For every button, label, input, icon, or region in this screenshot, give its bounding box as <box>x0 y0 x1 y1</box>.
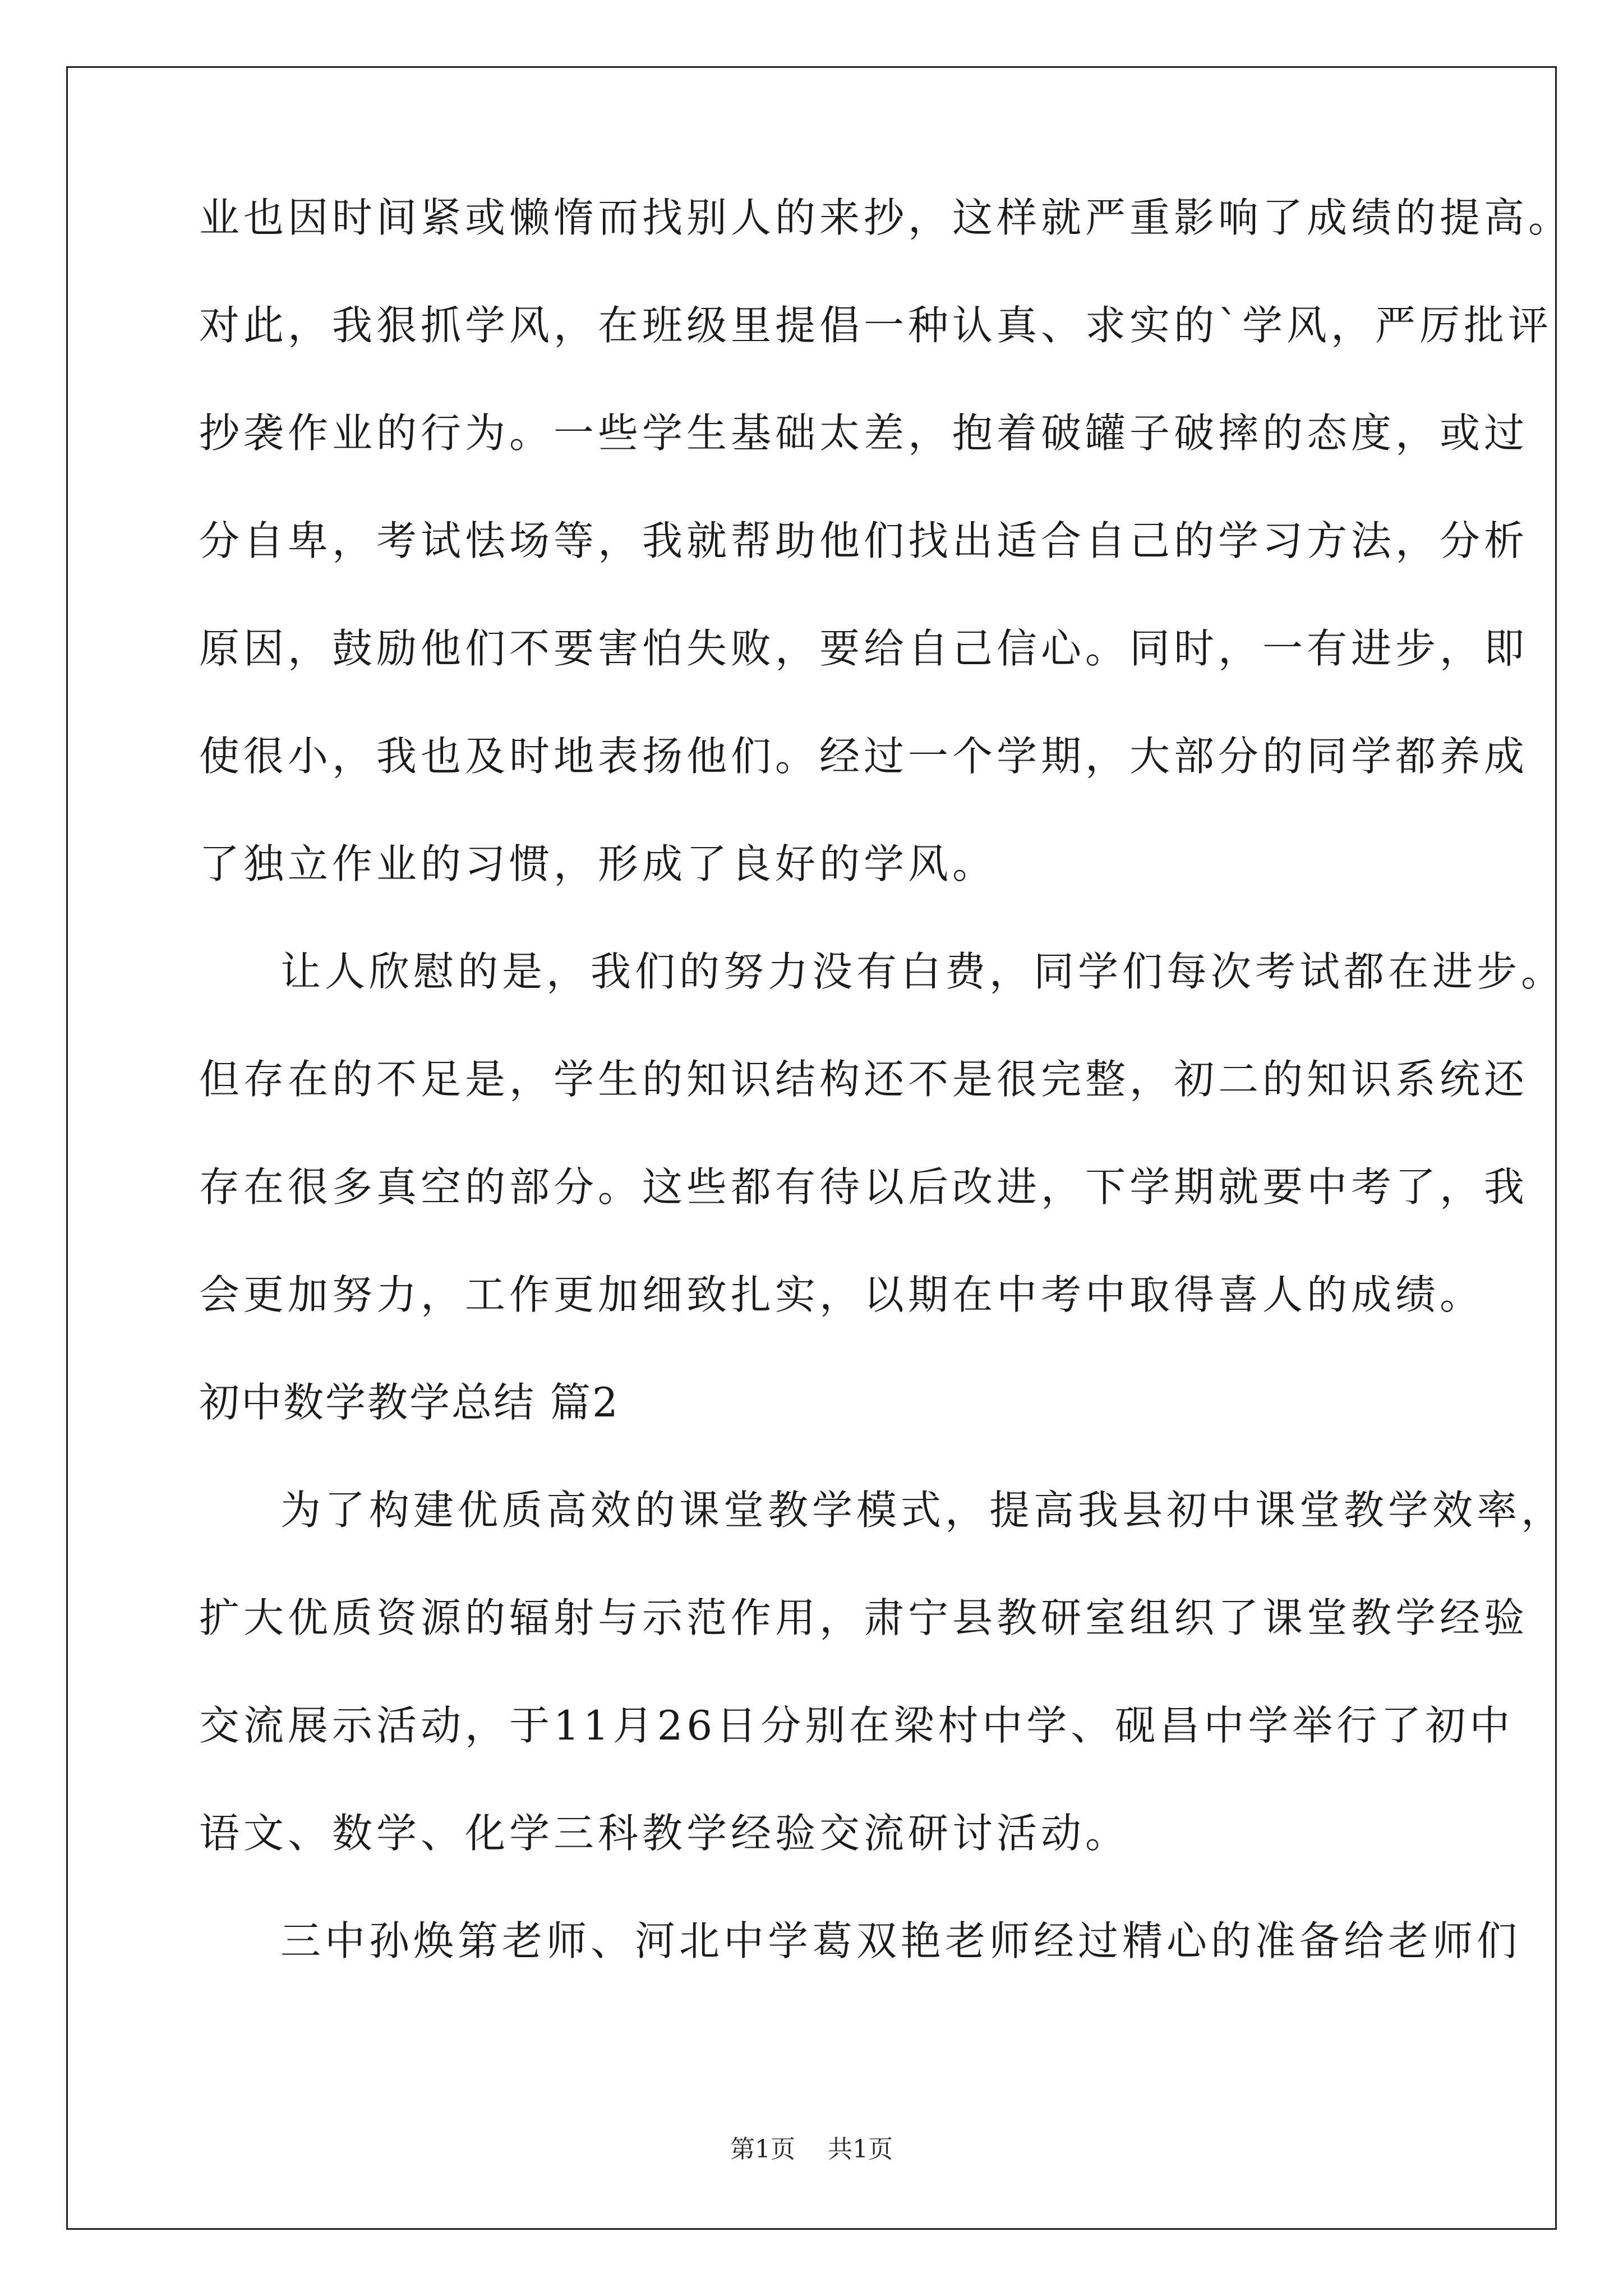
paragraph-line: 原因，鼓励他们不要害怕失败，要给自己信心。同时，一有进步，即 <box>199 625 1529 672</box>
paragraph-line: 会更加努力，工作更加细致扎实，以期在中考中取得喜人的成绩。 <box>199 1271 1484 1318</box>
paragraph-line: 为了构建优质高效的课堂教学模式，提高我县初中课堂教学效率， <box>280 1487 1566 1534</box>
paragraph-line: 存在很多真空的部分。这些都有待以后改进，下学期就要中考了，我 <box>199 1163 1529 1211</box>
page-footer <box>0 2129 1623 2165</box>
paragraph-line: 了独立作业的习惯，形成了良好的学风。 <box>199 840 997 887</box>
paragraph-line: 语文、数学、化学三科教学经验交流研讨活动。 <box>199 1810 1130 1857</box>
section-heading: 初中数学教学总结 篇2 <box>199 1379 620 1426</box>
page-number: 第1页 <box>730 2135 795 2164</box>
paragraph-line: 三中孙焕第老师、河北中学葛双艳老师经过精心的准备给老师们 <box>280 1917 1521 1964</box>
paragraph-line: 抄袭作业的行为。一些学生基础太差，抱着破罐子破摔的态度，或过 <box>199 409 1529 457</box>
paragraph-line: 业也因时间紧或懒惰而找别人的来抄，这样就严重影响了成绩的提高。 <box>199 194 1573 241</box>
paragraph-line: 扩大优质资源的辐射与示范作用，肃宁县教研室组织了课堂教学经验 <box>199 1594 1529 1641</box>
paragraph-line: 分自卑，考试怯场等，我就帮助他们找出适合自己的学习方法，分析 <box>199 517 1529 564</box>
paragraph-line: 使很小，我也及时地表扬他们。经过一个学期，大部分的同学都养成 <box>199 733 1529 780</box>
page-total: 共1页 <box>828 2135 893 2164</box>
paragraph-line: 但存在的不足是，学生的知识结构还不是很完整，初二的知识系统还 <box>199 1056 1529 1103</box>
paragraph-line: 对此，我狠抓学风，在班级里提倡一种认真、求实的`学风，严厉批评 <box>199 302 1553 349</box>
paragraph-line: 交流展示活动，于11月26日分别在梁村中学、砚昌中学举行了初中 <box>199 1702 1514 1749</box>
paragraph-line: 让人欣慰的是，我们的努力没有白费，同学们每次考试都在进步。 <box>280 948 1566 995</box>
document-body <box>199 191 1573 2022</box>
